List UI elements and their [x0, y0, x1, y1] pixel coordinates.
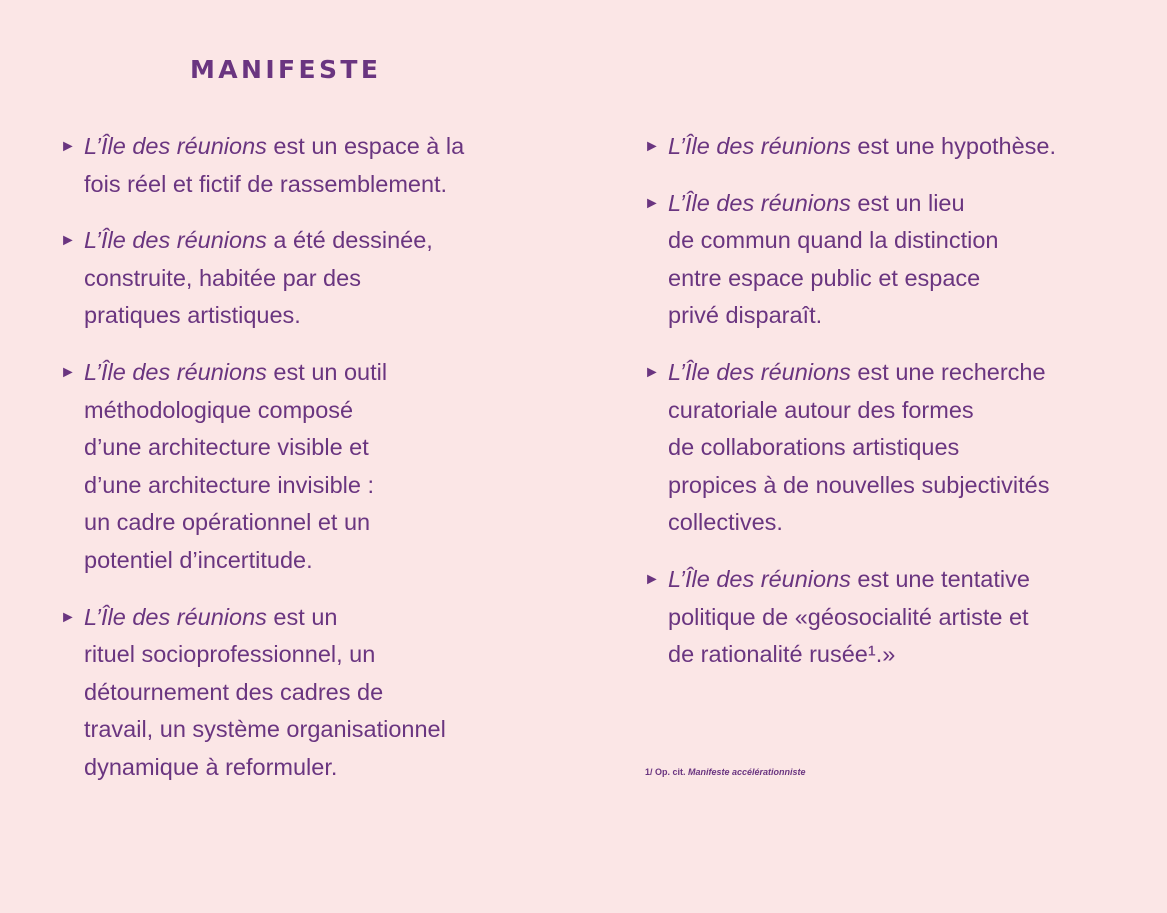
item-line: de rationalité rusée¹.» — [668, 641, 896, 668]
item-line: potentiel d’incertitude. — [84, 546, 313, 573]
arrow-bullet-icon: ► — [644, 194, 660, 212]
arrow-bullet-icon: ► — [60, 138, 76, 155]
item-line: propices à de nouvelles subjectivités — [668, 471, 1050, 498]
item-first-line — [84, 599, 540, 637]
item-line: travail, un système organisationnel — [84, 716, 446, 743]
item-name: L’Île des réunions — [84, 603, 267, 630]
arrow-bullet-icon: ► — [60, 363, 76, 381]
item-line: d’une architecture visible et — [84, 434, 369, 461]
manifesto-item — [644, 561, 1124, 674]
item-first-line-rest: est une tentative — [850, 565, 1030, 592]
item-line: méthodologique composé — [84, 396, 354, 423]
item-first-line — [84, 354, 540, 392]
item-line: de collaborations artistiques — [668, 434, 960, 461]
manifesto-item — [60, 128, 540, 203]
item-name: L’Île des réunions — [84, 358, 267, 385]
manifesto-item — [60, 222, 540, 335]
item-first-line-rest: est un outil — [266, 358, 388, 385]
right-column — [644, 128, 1124, 693]
item-line: privé disparaît. — [668, 302, 823, 329]
item-first-line — [84, 222, 540, 260]
item-line: entre espace public et espace — [668, 264, 981, 291]
item-first-line-rest: est un — [266, 603, 338, 630]
item-first-line-rest: est une hypothèse. — [850, 133, 1057, 159]
footnote — [645, 766, 806, 778]
item-line: curatoriale autour des formes — [668, 396, 974, 423]
arrow-bullet-icon: ► — [644, 138, 660, 155]
manifesto-item — [60, 354, 540, 580]
item-line: d’une architecture invisible : — [84, 471, 374, 498]
item-name: L’Île des réunions — [668, 189, 851, 216]
manifesto-item — [644, 354, 1124, 542]
item-name: L’Île des réunions — [84, 133, 267, 159]
item-name: L’Île des réunions — [84, 227, 267, 254]
footnote-prefix: 1/ Op. cit. — [645, 767, 689, 777]
item-first-line-rest: est un lieu — [850, 189, 965, 216]
item-name: L’Île des réunions — [668, 133, 851, 159]
item-line: politique de «géosocialité artiste et — [668, 603, 1029, 630]
manifesto-item — [60, 599, 540, 787]
arrow-bullet-icon: ► — [60, 232, 76, 250]
arrow-bullet-icon: ► — [644, 363, 660, 381]
item-line: fois réel et fictif de rassemblement. — [84, 170, 448, 197]
item-line: un cadre opérationnel et un — [84, 509, 371, 536]
item-first-line — [668, 185, 1124, 223]
item-line: collectives. — [668, 509, 783, 536]
item-line: dynamique à reformuler. — [84, 753, 338, 780]
item-line: construite, habitée par des — [84, 264, 361, 291]
item-line: pratiques artistiques. — [84, 302, 301, 329]
footnote-title: Manifeste accélérationniste — [688, 767, 806, 777]
item-first-line — [668, 561, 1124, 599]
item-first-line — [668, 354, 1124, 392]
item-first-line-rest: est un espace à la — [266, 133, 465, 159]
manifesto-item — [644, 128, 1124, 166]
item-name: L’Île des réunions — [668, 565, 851, 592]
item-first-line — [84, 128, 540, 166]
arrow-bullet-icon: ► — [644, 570, 660, 588]
manifesto-item — [644, 185, 1124, 335]
item-line: rituel socioprofessionnel, un — [84, 641, 376, 668]
item-line: détournement des cadres de — [84, 678, 384, 705]
left-column — [60, 128, 540, 806]
item-first-line — [668, 128, 1124, 166]
item-name: L’Île des réunions — [668, 358, 851, 385]
arrow-bullet-icon: ► — [60, 608, 76, 626]
item-line: de commun quand la distinction — [668, 227, 999, 254]
item-first-line-rest: a été dessinée, — [266, 227, 433, 254]
page-title: MANIFESTE — [190, 55, 382, 84]
item-first-line-rest: est une recherche — [850, 358, 1046, 385]
